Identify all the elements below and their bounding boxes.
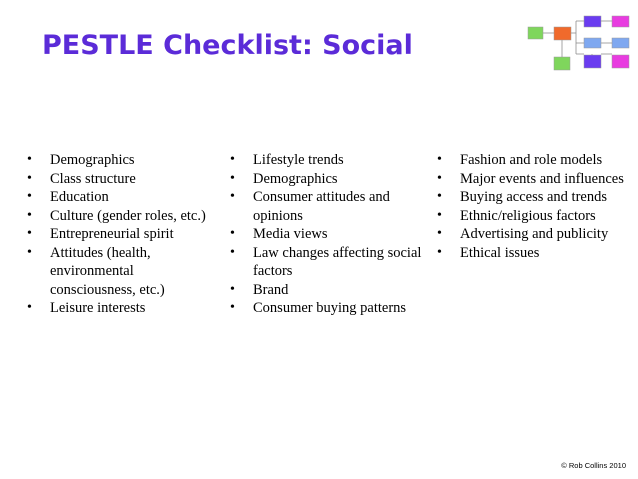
thumbnail-box-lightblue — [584, 38, 601, 48]
checklist-column-3 — [437, 151, 632, 262]
checklist-item: • Culture (gender roles, etc.) — [27, 207, 217, 226]
checklist-column-1 — [27, 151, 217, 318]
checklist-column-2 — [230, 151, 425, 318]
checklist-item: • Attitudes (health, environmental consciousness, etc.) — [27, 244, 217, 300]
checklist-item: • Advertising and publicity — [437, 225, 632, 244]
checklist-item: • Class structure — [27, 170, 217, 189]
thumbnail-box-orange — [554, 27, 571, 40]
checklist-item: • Ethical issues — [437, 244, 632, 263]
checklist-item: • Brand — [230, 281, 425, 300]
checklist-item: • Demographics — [230, 170, 425, 189]
thumbnail-box-lightblue-right — [612, 38, 629, 48]
checklist-item: • Leisure interests — [27, 299, 217, 318]
checklist-item: • Consumer attitudes and opinions — [230, 188, 425, 225]
checklist-item: • Buying access and trends — [437, 188, 632, 207]
checklist-item: • Demographics — [27, 151, 217, 170]
diagram-thumbnail-graphic — [526, 14, 632, 74]
checklist-item: • Education — [27, 188, 217, 207]
checklist-item: • Ethnic/religious factors — [437, 207, 632, 226]
checklist-item: • Entrepreneurial spirit — [27, 225, 217, 244]
checklist-item: • Fashion and role models — [437, 151, 632, 170]
thumbnail-box-magenta-top — [612, 16, 629, 27]
thumbnail-box-green-left — [528, 27, 543, 39]
thumbnail-box-purple-top — [584, 16, 601, 27]
thumbnail-connectors — [543, 21, 612, 61]
process-diagram-thumbnail-icon — [526, 14, 632, 74]
checklist-item: • Media views — [230, 225, 425, 244]
slide-title: PESTLE Checklist: Social — [42, 30, 413, 61]
thumbnail-box-purple-bottom — [584, 55, 601, 68]
checklist-item: • Major events and influences — [437, 170, 632, 189]
checklist-item: • Consumer buying patterns — [230, 299, 425, 318]
thumbnail-box-green-bottom — [554, 57, 570, 70]
checklist-item: • Law changes affecting social factors — [230, 244, 425, 281]
checklist-item: • Lifestyle trends — [230, 151, 425, 170]
copyright-notice: © Rob Collins 2010 — [561, 461, 626, 470]
thumbnail-box-magenta-bottom — [612, 55, 629, 68]
